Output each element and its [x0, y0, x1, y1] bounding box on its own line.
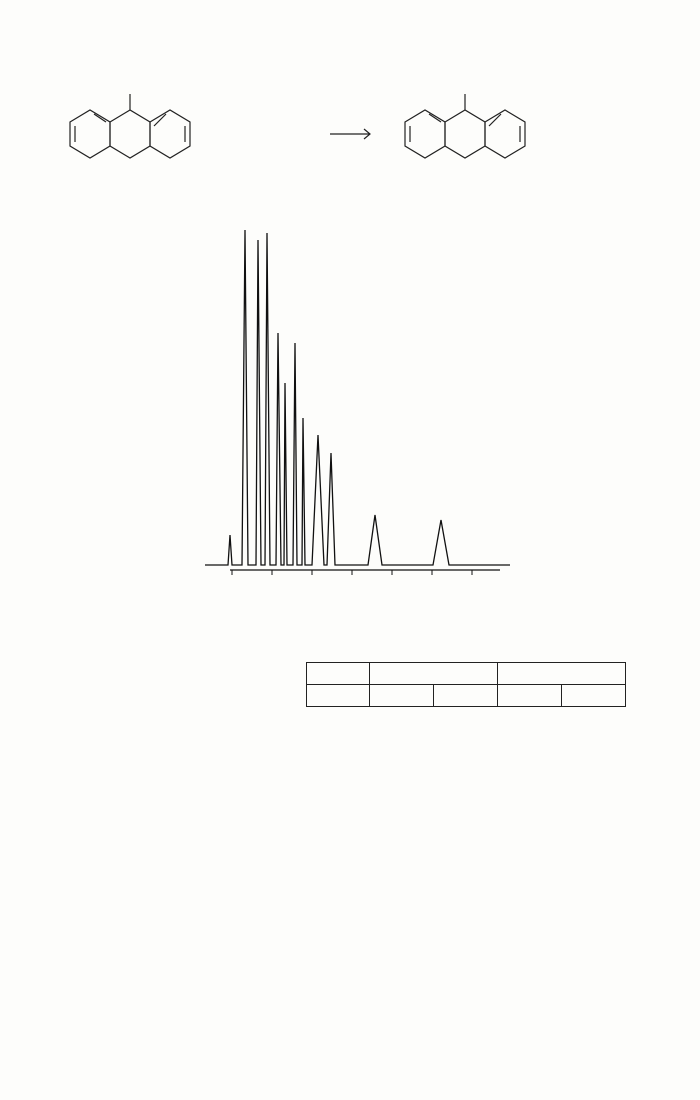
subheader-sd-2 [562, 685, 626, 707]
reference-list [56, 764, 316, 964]
acridine-ring-left-a [70, 110, 110, 158]
subheader-mean-2 [498, 685, 562, 707]
reaction-scheme [60, 82, 660, 182]
acridine-ring-right-b [445, 110, 485, 158]
fatty-acid-table [306, 662, 626, 707]
acridine-ring-right-c [485, 110, 525, 158]
x-axis-ticks [232, 570, 472, 575]
table-group-header-row [307, 663, 626, 685]
acridine-ring-right-a [405, 110, 445, 158]
subheader-sd-1 [434, 685, 498, 707]
acridine-ring-left-c [150, 110, 190, 158]
chromatogram-trace [205, 230, 510, 565]
acridine-ring-left-b [110, 110, 150, 158]
chromatogram [200, 225, 520, 610]
table-subheader-row [307, 685, 626, 707]
group-2-header [498, 663, 626, 685]
group-1-header [370, 663, 498, 685]
subheader-mean-1 [370, 685, 434, 707]
